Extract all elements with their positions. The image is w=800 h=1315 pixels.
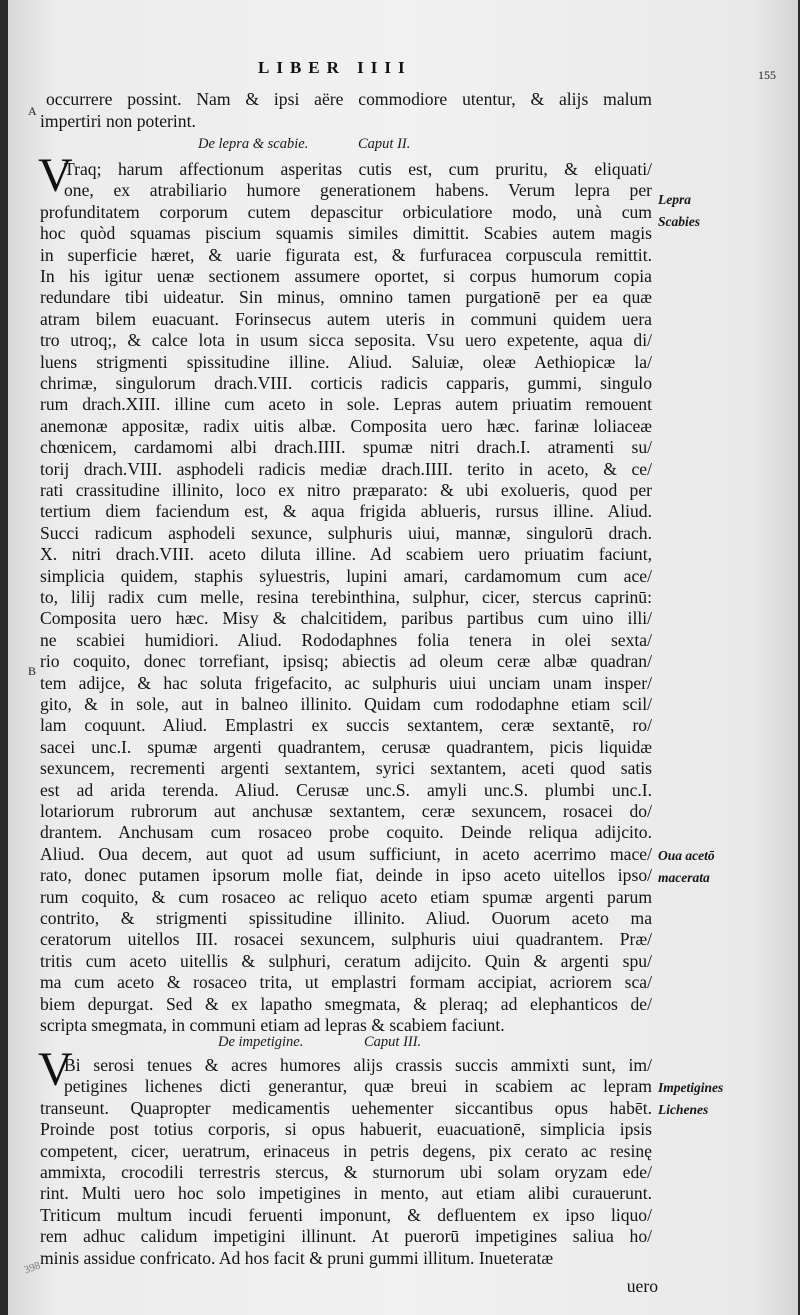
text-line: chrimæ, singulorum drach.VIII. corticis radicis capparis, gummi, singulo [40, 373, 652, 393]
text-line: ceratorum uitellos III. rosacei sexuncem, sulphuris uiui quadrantem. Præ/ [40, 929, 652, 950]
drop-cap: V [38, 149, 73, 202]
text-line: hoc quòd squamas piscium squamis similes dimittit. Scabies autem magis [40, 223, 652, 244]
text-line: tro utroq;, & calce lota in usum sicca seposita. Vsu uero expetente, aqua di/ [40, 330, 652, 351]
text-line: rint. Multi uero hoc solo impetigines in mento, aut etiam alibi curauerunt. [40, 1183, 652, 1204]
text-line: lotariorum rubrorum aut anchusæ sextantem, ceræ sexuncem, rosacei do/ [40, 801, 652, 821]
text-line: minis assidue confricato. Ad hos facit & pruni gummi illitum. Inueteratæ [40, 1247, 554, 1268]
text-line: anemonæ appositæ, radix uitis albæ. Composita uero hæc. farinæ loliaceæ [40, 415, 652, 436]
text-line: occurrere possint. Nam & ipsi aëre commodiore utentur, & alijs malum [46, 89, 652, 109]
text-line: biem depurgat. Sed & ex lapatho smegmata, & pleraq; ad elephanticos de/ [40, 993, 652, 1014]
text-line: rio coquito, donec torrefiant, ipsisq; abiectis ad oleum ceræ albæ quadran/ [40, 651, 652, 672]
text-line: one, ex atrabiliario humore generationem habens. Verum lepra per [64, 180, 652, 201]
text-line: scripta smegmata, in communi etiam ad lepras & scabiem faciunt. [40, 1015, 505, 1035]
section-heading-title: De impetigine. [218, 1034, 304, 1050]
margin-letter-b: B [28, 664, 37, 678]
text-line: petigines lichenes dicti generantur, quæ breui in scabiem ac lepram [64, 1076, 652, 1097]
text-line: drantem. Anchusam cum rosaceo probe coquito. Deinde reliqua adijcito. [40, 822, 652, 843]
text-line: Composita uero hæc. Misy & chalcitidem, paribus partibus cum uino illi/ [40, 608, 652, 629]
text-line: est ad arida terenda. Aliud. Cerusæ unc.S. amyli unc.S. plumbi unc.I. [40, 779, 652, 800]
text-line: rato, donec putamen ipsorum molle fiat, deinde in ipso aceto uitellos ipso/ [40, 865, 652, 886]
text-line: torij drach.VIII. asphodeli radicis mediæ drach.IIII. terito in aceto, & ce/ [40, 458, 652, 479]
text-line: sexuncem, recrementi argenti sextantem, syrici sextantem, aceti quod satis [40, 758, 652, 779]
text-line: tertium diem faciendum est, & aqua frigida ablueris, rursus illine. Aliud. [40, 501, 652, 522]
text-line: X. nitri drach.VIII. aceto diluta illine. Ad scabiem uero priuatim faciunt, [40, 544, 652, 565]
text-line: in superficie hæret, & uarie figurata est, & furfuracea corpuscula remittit. [40, 244, 652, 265]
section-heading-caput: Caput III. [364, 1034, 422, 1050]
text-line: gito, & in sole, aut in balneo illinito. Quidam cum rododaphne etiam scil/ [40, 694, 652, 714]
catchword: uero [626, 1276, 658, 1296]
text-line: rem adhuc calidum impetigini illinunt. At puerorū impetigines saliua ho/ [40, 1226, 652, 1247]
text-line: lam coquunt. Aliud. Emplastri ex succis sextantem, ceræ sextantē, ro/ [40, 715, 652, 736]
text-line: simplicia quidem, staphis syluestris, lupini amari, cardamomum cum ace/ [40, 565, 652, 586]
handwritten-annotation: 398 [22, 1259, 43, 1277]
marginal-note-macerata: macerata [658, 870, 710, 885]
marginal-note-lepra: Lepra [658, 192, 691, 207]
text-line: In his igitur uenæ sectionem assumere oportet, si corpus humorum copia [40, 266, 652, 286]
text-line: luens strigmenti spissitudine illine. Aliud. Saluiæ, oleæ Aethiopicæ la/ [40, 351, 652, 372]
text-line: Proinde post totius corporis, si opus habuerit, euacuationē, simplicia ipsis [40, 1119, 652, 1140]
book-page [8, 0, 798, 1315]
text-line: to, lilij radix cum melle, resina terebinthina, sulphur, cicer, stercus caprinū: [40, 587, 652, 607]
page-number: 155 [758, 68, 776, 82]
margin-letter-a: A [28, 104, 37, 118]
text-line: chœnicem, cardamomi albi drach.IIII. spumæ nitri drach.I. atramenti su/ [40, 437, 652, 458]
marginal-note-lichenes: Lichenes [658, 1102, 709, 1117]
marginal-note-scabies: Scabies [658, 214, 700, 229]
text-line: atram bilem euacuant. Forinsecus autem uteris in communi quidem uera [40, 308, 652, 329]
text-line: Triticum multum incudi feruenti imponunt, & defluentem ex ipso liquo/ [40, 1204, 652, 1225]
section-heading-caput: Caput II. [358, 136, 411, 152]
text-line: sacei unc.I. spumæ argenti quadrantem, cerusæ quadrantem, picis liquidæ [40, 736, 652, 757]
text-line: ne scabiei humidiori. Aliud. Rododaphnes folia tenera in olei sexta/ [40, 629, 652, 650]
marginal-note-impetigines: Impetigines [658, 1080, 724, 1095]
text-line: redundare tibi uideatur. Sin minus, omnino tamen purgationē per ea quæ [40, 287, 652, 308]
text-line: rum drach.XIII. illine cum aceto in sole. Lepras autem priuatim remouent [40, 394, 652, 415]
text-line: rum coquito, & cum rosaceo ac reliquo aceto etiam spumæ argenti parum [40, 886, 652, 907]
text-line: tem adijce, & hac soluta frigefacito, ac sulphuris uiui unciam unam insper/ [40, 672, 652, 693]
drop-cap: V [38, 1043, 73, 1096]
text-line: Succi radicum asphodeli sexunce, sulphuris uiui, mannæ, singulorū drach. [40, 522, 652, 543]
text-line: Aliud. Oua decem, aut quot ad usum sufficiunt, in aceto acerrimo mace/ [40, 843, 652, 864]
running-header: LIBER IIII [258, 58, 412, 77]
section-heading-title: De lepra & scabie. [198, 136, 309, 152]
text-line: Traq; harum affectionum asperitas cutis est, cum pruritu, & eliquati/ [64, 159, 652, 179]
text-line: profunditatem corporum cutem depascitur orbiculatiore modo, unà cum [40, 201, 652, 222]
text-line: transeunt. Quapropter medicamentis uehementer siccantibus opus habēt. [40, 1097, 652, 1118]
text-line: ammixta, crocodili terrestris stercus, & sturnorum ubi solam oryzam ede/ [40, 1162, 652, 1182]
text-line: Bi serosi tenues & acres humores alijs crassis succis ammixti sunt, im/ [64, 1055, 652, 1075]
text-line: competent, cicer, ueratrum, erinaceus in petris degens, pix cerato ac resinę [40, 1140, 652, 1161]
text-line: tritis cum aceto uitellis & sulphuri, ceratum adijcito. Quin & argenti spu/ [40, 950, 652, 971]
text-line: ma cum aceto & rosaceo trita, ut emplastri formam accipiat, acriorem sca/ [40, 972, 652, 993]
marginal-note-oua-aceto: Oua acetō [658, 848, 715, 863]
text-line: contrito, & strigmenti spissitudine illinito. Aliud. Ouorum aceto ma [40, 908, 652, 928]
text-line: rati crassitudine illinito, loco ex nitro præparato: & ubi exolueris, quod per [40, 480, 652, 500]
text-line: impertiri non poterint. [40, 111, 196, 131]
